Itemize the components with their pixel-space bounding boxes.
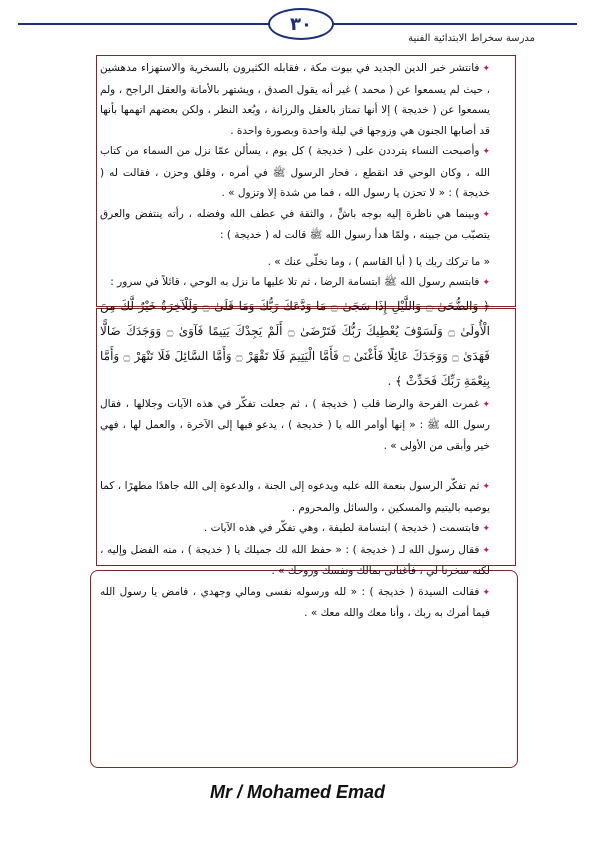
paragraph-8: ✦ فابتسمت ( خديجة ) ابتسامة لطيفة ، وهي تفكّر في هذه الآيات . [100,518,490,540]
paragraph-3: ✦ وبينما هي ناظرة إليه بوجه باشٍّ ، والثقة في عطف الله وفضله ، رأته ينتفض والعرق يتصبّب من جبينه ، ولمّا هدأ رسول الله ﷺ قالت له ( خديجة ) : [100,204,490,246]
quran-verse: ﴿ وَالضُّحَىٰ ۝ وَاللَّيْلِ إِذَا سَجَىٰ ۝ مَا وَدَّعَكَ رَبُّكَ وَمَا قَلَىٰ ۝ وَلَلْآخِرَةُ خَيْرٌ لَّكَ مِنَ الْأُولَىٰ ۝ وَلَسَوْفَ يُعْطِيكَ رَبُّكَ فَتَرْضَىٰ ۝ أَلَمْ يَجِدْكَ يَتِيمًا فَآوَىٰ ۝ وَوَجَدَكَ ضَالًّا فَهَدَىٰ ۝ وَوَجَدَكَ عَائِلًا فَأَغْنَىٰ ۝ فَأَمَّا الْيَتِيمَ فَلَا تَقْهَرْ ۝ وَأَمَّا السَّائِلَ فَلَا تَنْهَرْ ۝ وَأَمَّا بِنِعْمَةِ رَبِّكَ فَحَدِّثْ ﴾ . [100,298,490,388]
paragraph-10: ✦ فقالت السيدة ( خديجة ) : « لله ورسوله نفسى ومالي وجهدي ، فامض يا رسول الله فيما أمرك به ربك ، وأنا معك والله معك » . [100,582,490,624]
page-number: ٣٠ [290,13,312,35]
paragraph-7: ✦ ثم تفكّر الرسول بنعمة الله عليه ويدعوه إلى الجنة ، والدعوة إلى الله جاهدًا مطهرًا ، كما يوصيه باليتيم والمسكين ، والسائل والمحروم . [100,476,490,518]
paragraph-1: ✦ فانتشر خبر الدين الجديد في بيوت مكة ، فقابله الكثيرون بالسخرية والاستهزاء مدهشين ، حيث لم يسمعوا عن ( محمد ) غير أنه يقول الصدق ، ويشتهر بالأمانة والعقل الراجح ، ولم يسمعوا عن ( خديجة ) إلا أنها تمتاز بالعقل والرزانة ، وبُعد النظر ، ولكن بعضهم اتهمها بأنها قد أصابها الجنون هي وزوجها في ليلة واحدة وبصورة واحدة . [100,58,490,141]
story-content [100,58,490,624]
paragraph-9: ✦ فقال رسول الله لـ ( خديجة ) : « حفظ الله لك جميلك يا ( خديجة ) ، منه الفضل وإليه ، لكنه سخرنا لي ، فأغنانى بمالك ونفسك وروحك » . [100,540,490,582]
footer-author: Mr / Mohamed Emad [209,782,386,802]
paragraph-2: ✦ وأصبحت النساء يترددن على ( خديجة ) كل يوم ، يسألن عمّا نزل من السماء من كتاب الله ، وكان الوحي قد انقطع ، فحار الرسول ﷺ في أمره ، وقلق وحزن ، فقالت له ( خديجة ) : « لا تحزن يا رسول الله ، فما من شدة إلا وتزول » . [100,141,490,204]
paragraph-6: ✦ غمرت الفرحة والرضا قلب ( خديجة ) ، ثم جعلت تفكّر في هذه الآيات وجلالها ، فقال رسول الله ﷺ : « إنها أوامر الله يا ( خديجة ) ، يدعو فيها إلى الآخرة ، والعمل لها ، فهي خير وأبقى من الأولى » . [100,394,490,457]
page-number-oval [268,8,334,40]
school-name: مدرسة سخراط الابتدائية الفنية [408,33,535,44]
paragraph-5: ✦ فابتسم رسول الله ﷺ ابتسامة الرضا ، ثم تلا عليها ما نزل به الوحي ، قائلاً في سرور : [100,272,490,294]
paragraph-4: « ما تركك ربك يا ( أبا القاسم ) ، وما تخلّى عنك » . [267,255,490,268]
